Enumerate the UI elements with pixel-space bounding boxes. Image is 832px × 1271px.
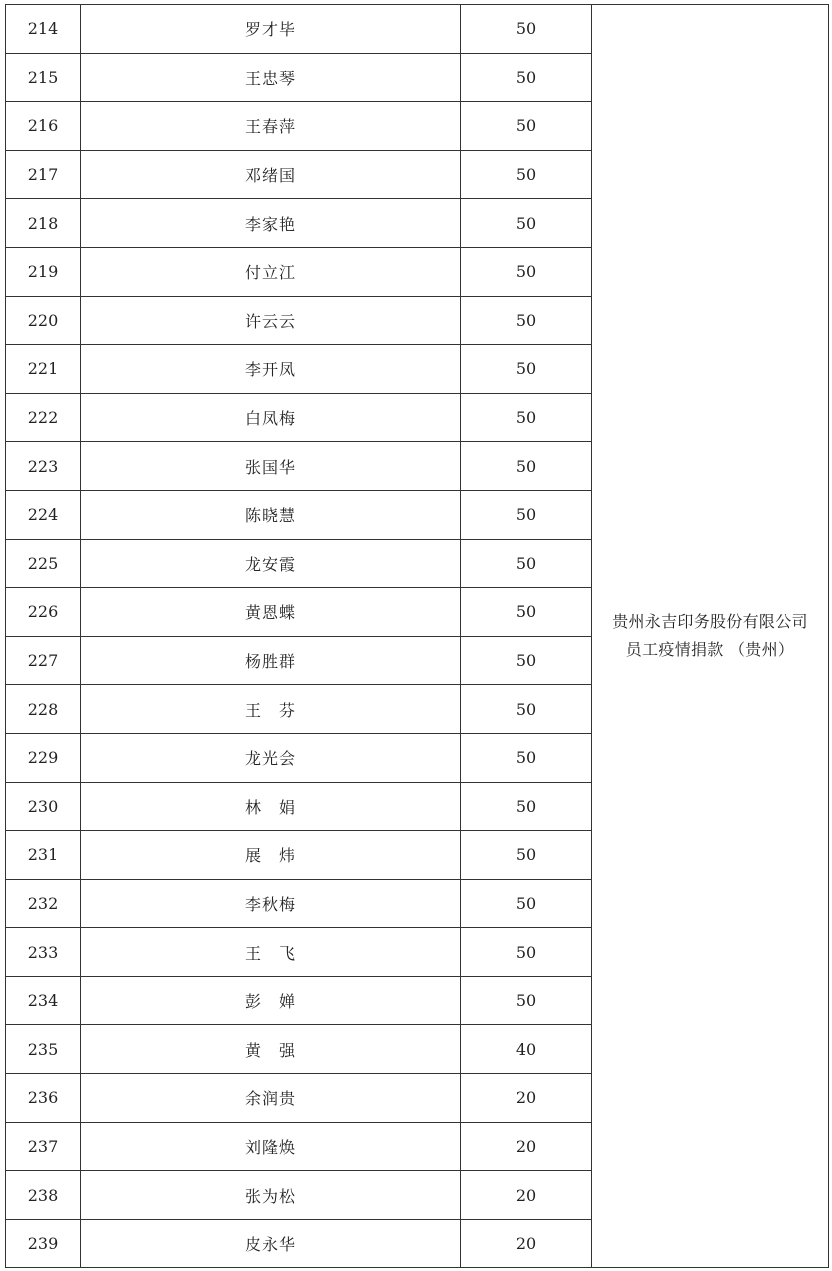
donation-amount: 50 bbox=[461, 733, 592, 782]
donation-amount: 50 bbox=[461, 5, 592, 54]
row-number: 215 bbox=[6, 53, 81, 102]
row-number: 228 bbox=[6, 685, 81, 734]
row-number: 222 bbox=[6, 393, 81, 442]
row-number: 238 bbox=[6, 1171, 81, 1220]
donation-table-body bbox=[6, 5, 829, 1268]
donor-name: 皮永华 bbox=[81, 1219, 461, 1268]
donor-name: 王春萍 bbox=[81, 102, 461, 151]
donor-name: 李秋梅 bbox=[81, 879, 461, 928]
donation-amount: 50 bbox=[461, 53, 592, 102]
row-number: 217 bbox=[6, 150, 81, 199]
donor-name: 刘隆焕 bbox=[81, 1122, 461, 1171]
row-number: 223 bbox=[6, 442, 81, 491]
donation-amount: 50 bbox=[461, 928, 592, 977]
row-number: 214 bbox=[6, 5, 81, 54]
donation-amount: 50 bbox=[461, 588, 592, 637]
donor-name: 展 炜 bbox=[81, 831, 461, 880]
row-number: 226 bbox=[6, 588, 81, 637]
donation-amount: 50 bbox=[461, 976, 592, 1025]
donation-amount: 50 bbox=[461, 199, 592, 248]
row-number: 216 bbox=[6, 102, 81, 151]
donation-amount: 50 bbox=[461, 782, 592, 831]
row-number: 231 bbox=[6, 831, 81, 880]
donation-amount: 40 bbox=[461, 1025, 592, 1074]
row-number: 229 bbox=[6, 733, 81, 782]
row-number: 234 bbox=[6, 976, 81, 1025]
donation-amount: 50 bbox=[461, 879, 592, 928]
donation-amount: 50 bbox=[461, 393, 592, 442]
donor-name: 付立江 bbox=[81, 247, 461, 296]
table-row bbox=[6, 5, 829, 54]
row-number: 218 bbox=[6, 199, 81, 248]
donation-amount: 50 bbox=[461, 345, 592, 394]
donation-amount: 20 bbox=[461, 1122, 592, 1171]
row-number: 232 bbox=[6, 879, 81, 928]
row-number: 219 bbox=[6, 247, 81, 296]
donor-name: 李家艳 bbox=[81, 199, 461, 248]
donation-amount: 50 bbox=[461, 539, 592, 588]
donor-name: 邓绪国 bbox=[81, 150, 461, 199]
donor-name: 许云云 bbox=[81, 296, 461, 345]
donor-name: 杨胜群 bbox=[81, 636, 461, 685]
donation-amount: 50 bbox=[461, 150, 592, 199]
donor-name: 龙光会 bbox=[81, 733, 461, 782]
donation-amount: 20 bbox=[461, 1219, 592, 1268]
donor-name: 黄 强 bbox=[81, 1025, 461, 1074]
donor-name: 彭 婵 bbox=[81, 976, 461, 1025]
donation-amount: 50 bbox=[461, 296, 592, 345]
donor-name: 李开凤 bbox=[81, 345, 461, 394]
donor-name: 王 飞 bbox=[81, 928, 461, 977]
donor-name: 张国华 bbox=[81, 442, 461, 491]
row-number: 225 bbox=[6, 539, 81, 588]
donation-amount: 50 bbox=[461, 490, 592, 539]
donation-amount: 50 bbox=[461, 685, 592, 734]
donation-source-note bbox=[592, 5, 829, 1268]
donation-amount: 20 bbox=[461, 1074, 592, 1123]
row-number: 230 bbox=[6, 782, 81, 831]
donor-name: 黄恩蝶 bbox=[81, 588, 461, 637]
donor-name: 王 芬 bbox=[81, 685, 461, 734]
donation-amount: 50 bbox=[461, 247, 592, 296]
donor-name: 陈晓慧 bbox=[81, 490, 461, 539]
row-number: 227 bbox=[6, 636, 81, 685]
donor-name: 王忠琴 bbox=[81, 53, 461, 102]
donor-name: 余润贵 bbox=[81, 1074, 461, 1123]
donation-amount: 20 bbox=[461, 1171, 592, 1220]
note-line-2: 员工疫情捐款 （贵州） bbox=[625, 640, 795, 660]
row-number: 224 bbox=[6, 490, 81, 539]
row-number: 239 bbox=[6, 1219, 81, 1268]
donor-name: 罗才毕 bbox=[81, 5, 461, 54]
row-number: 237 bbox=[6, 1122, 81, 1171]
row-number: 220 bbox=[6, 296, 81, 345]
note-line-1: 贵州永吉印务股份有限公司 bbox=[612, 612, 808, 632]
donation-amount: 50 bbox=[461, 102, 592, 151]
donor-name: 林 娟 bbox=[81, 782, 461, 831]
donor-name: 龙安霞 bbox=[81, 539, 461, 588]
donation-amount: 50 bbox=[461, 831, 592, 880]
donation-table bbox=[5, 4, 829, 1268]
row-number: 233 bbox=[6, 928, 81, 977]
donation-amount: 50 bbox=[461, 442, 592, 491]
row-number: 236 bbox=[6, 1074, 81, 1123]
row-number: 221 bbox=[6, 345, 81, 394]
donor-name: 白凤梅 bbox=[81, 393, 461, 442]
donor-name: 张为松 bbox=[81, 1171, 461, 1220]
row-number: 235 bbox=[6, 1025, 81, 1074]
donation-amount: 50 bbox=[461, 636, 592, 685]
